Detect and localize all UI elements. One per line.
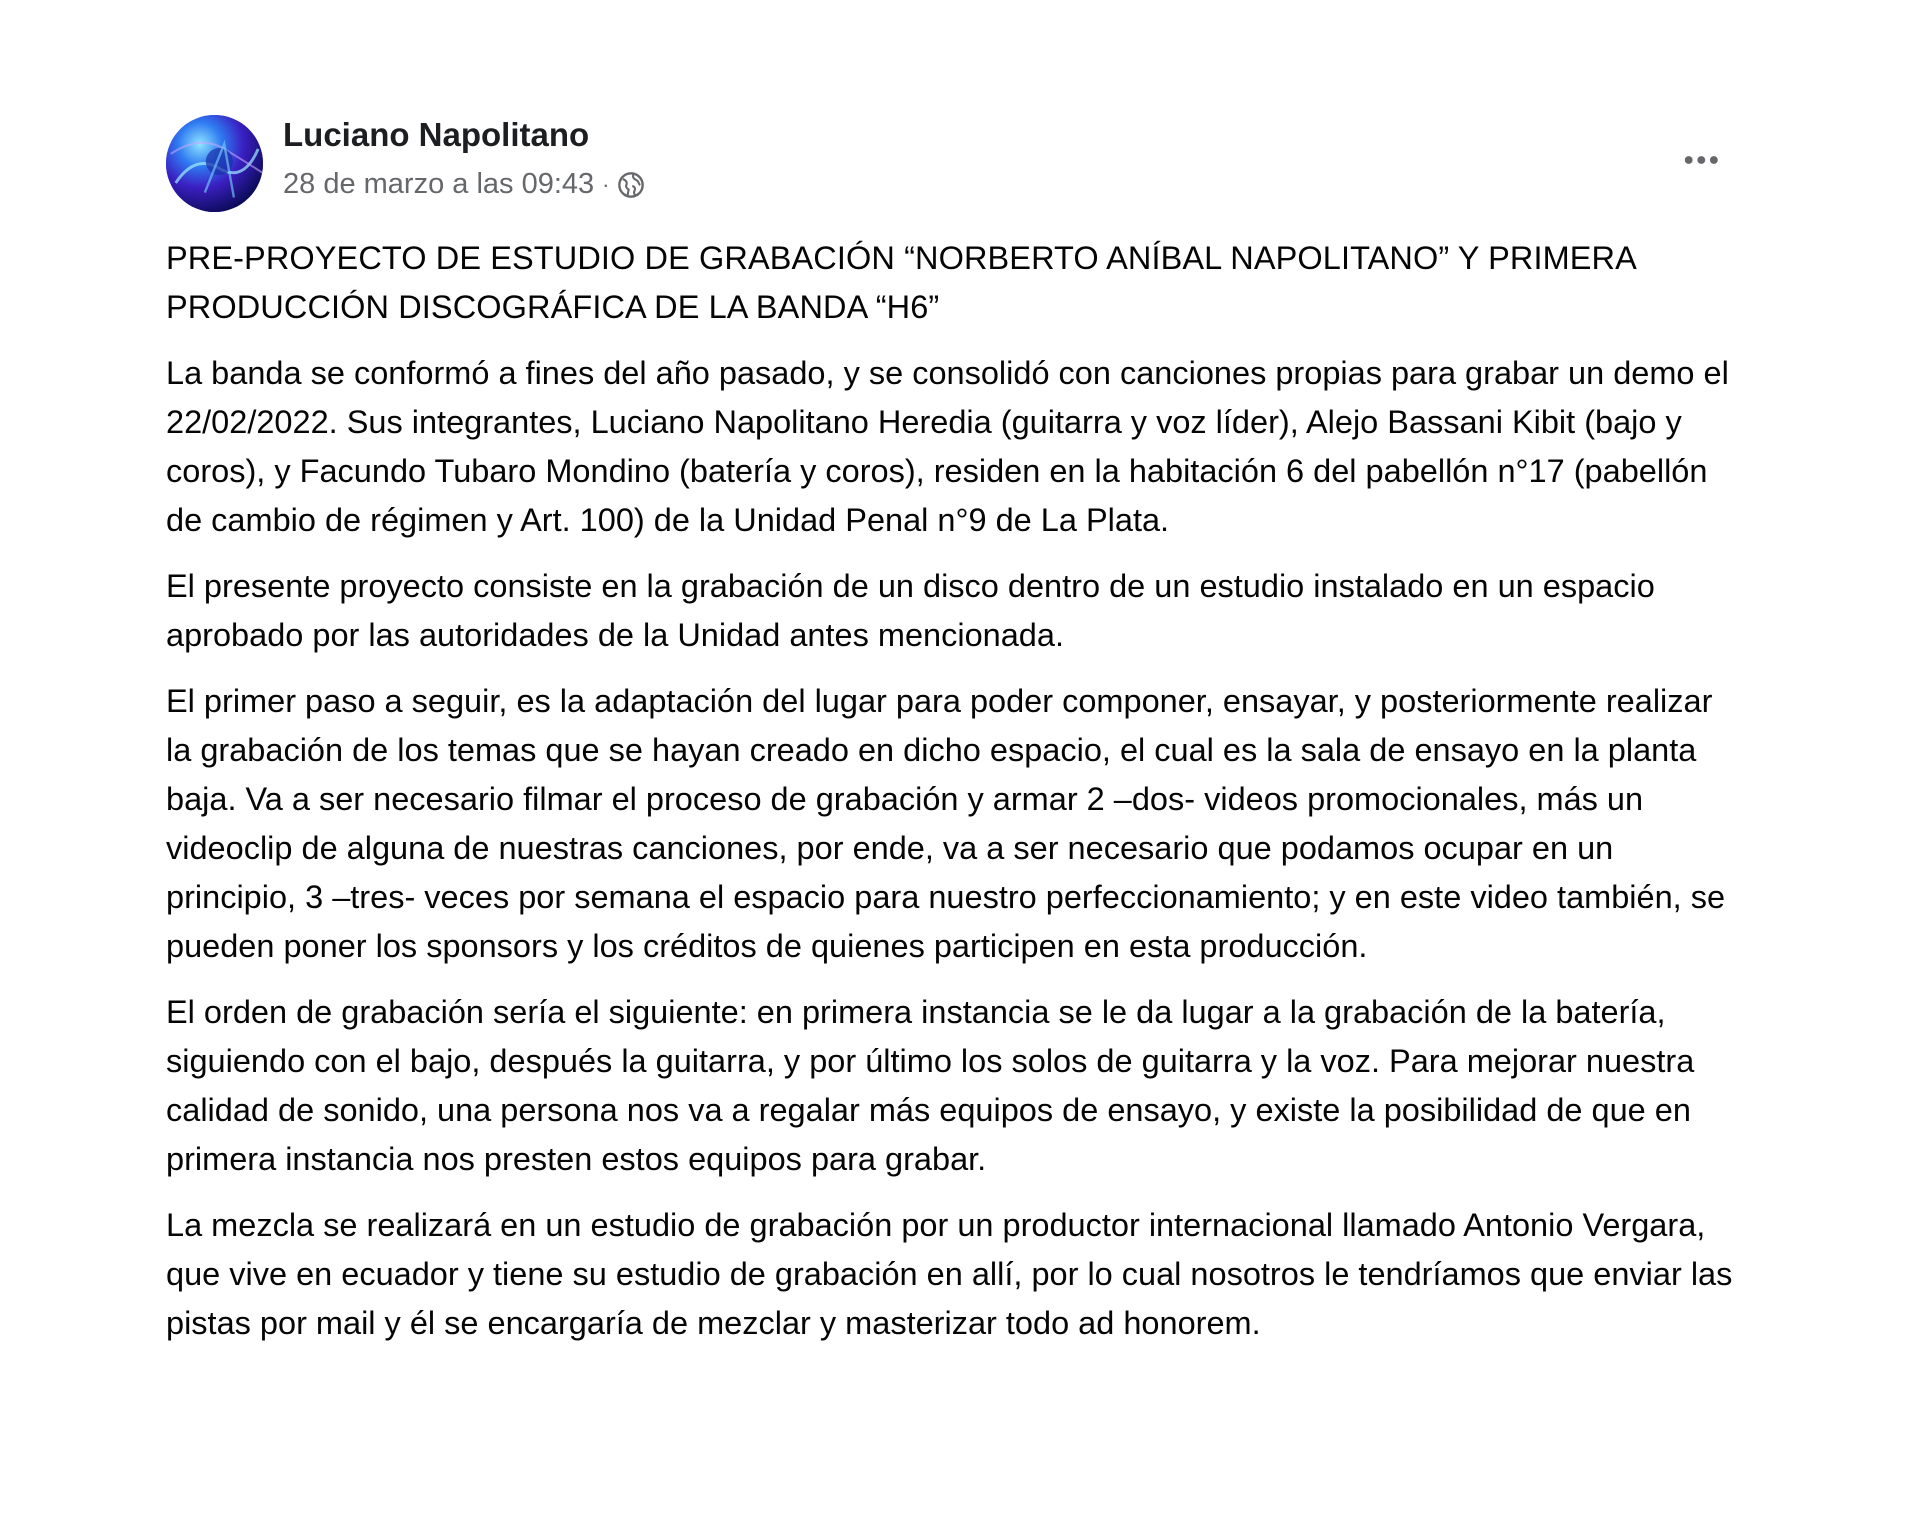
- post-header: [166, 112, 1740, 212]
- post-timestamp[interactable]: 28 de marzo a las 09:43: [283, 168, 595, 200]
- meta-separator: ·: [602, 171, 610, 197]
- post-paragraph: El primer paso a seguir, es la adaptación del lugar para poder componer, ensayar, y posteriormente realizar la grabación de los temas que se hayan creado en dicho espacio, el cual es la sala de ensayo en la planta baja. Va a ser necesario filmar el proceso de grabación y armar 2 –dos- videos promocionales, más un videoclip de alguna de nuestras canciones, por ende, va a ser necesario que podamos ocupar en un principio, 3 –tres- veces por semana el espacio para nuestro perfeccionamiento; y en este video también, se pueden poner los sponsors y los créditos de quienes participen en esta producción.: [166, 683, 1726, 964]
- author-name[interactable]: Luciano Napolitano: [283, 116, 590, 153]
- more-options-button[interactable]: [1678, 140, 1734, 180]
- post-meta: [283, 168, 645, 201]
- more-options-icon: [1684, 154, 1728, 166]
- avatar[interactable]: [166, 115, 263, 212]
- post-title: PRE-PROYECTO DE ESTUDIO DE GRABACIÓN “NORBERTO ANÍBAL NAPOLITANO” Y PRIMERA PRODUCCIÓN DISCOGRÁFICA DE LA BANDA “H6”: [166, 240, 1636, 325]
- post-paragraph: El orden de grabación sería el siguiente: en primera instancia se le da lugar a la grabación de la batería, siguiendo con el bajo, después la guitarra, y por último los solos de guitarra y la voz. Para mejorar nuestra calidad de sonido, una persona nos va a regalar más equipos de ensayo, y existe la posibilidad de que en primera instancia nos presten estos equipos para grabar.: [166, 994, 1695, 1177]
- globe-icon[interactable]: [617, 171, 645, 199]
- post-paragraph: La mezcla se realizará en un estudio de grabación por un productor internacional llamado Antonio Vergara, que vive en ecuador y tiene su estudio de grabación en allí, por lo cual nosotros le tendríamos que enviar las pistas por mail y él se encargaría de mezclar y masterizar todo ad honorem.: [166, 1207, 1733, 1341]
- avatar-image: [166, 115, 263, 212]
- post: [166, 112, 1740, 1348]
- post-paragraph: La banda se conformó a fines del año pasado, y se consolidó con canciones propias para grabar un demo el 22/02/2022. Sus integrantes, Luciano Napolitano Heredia (guitarra y voz líder), Alejo Bassani Kibit (bajo y coros), y Facundo Tubaro Mondino (batería y coros), residen en la habitación 6 del pabellón n°17 (pabellón de cambio de régimen y Art. 100) de la Unidad Penal n°9 de La Plata.: [166, 355, 1729, 538]
- post-paragraph: El presente proyecto consiste en la grabación de un disco dentro de un estudio instalado en un espacio aprobado por las autoridades de la Unidad antes mencionada.: [166, 568, 1655, 653]
